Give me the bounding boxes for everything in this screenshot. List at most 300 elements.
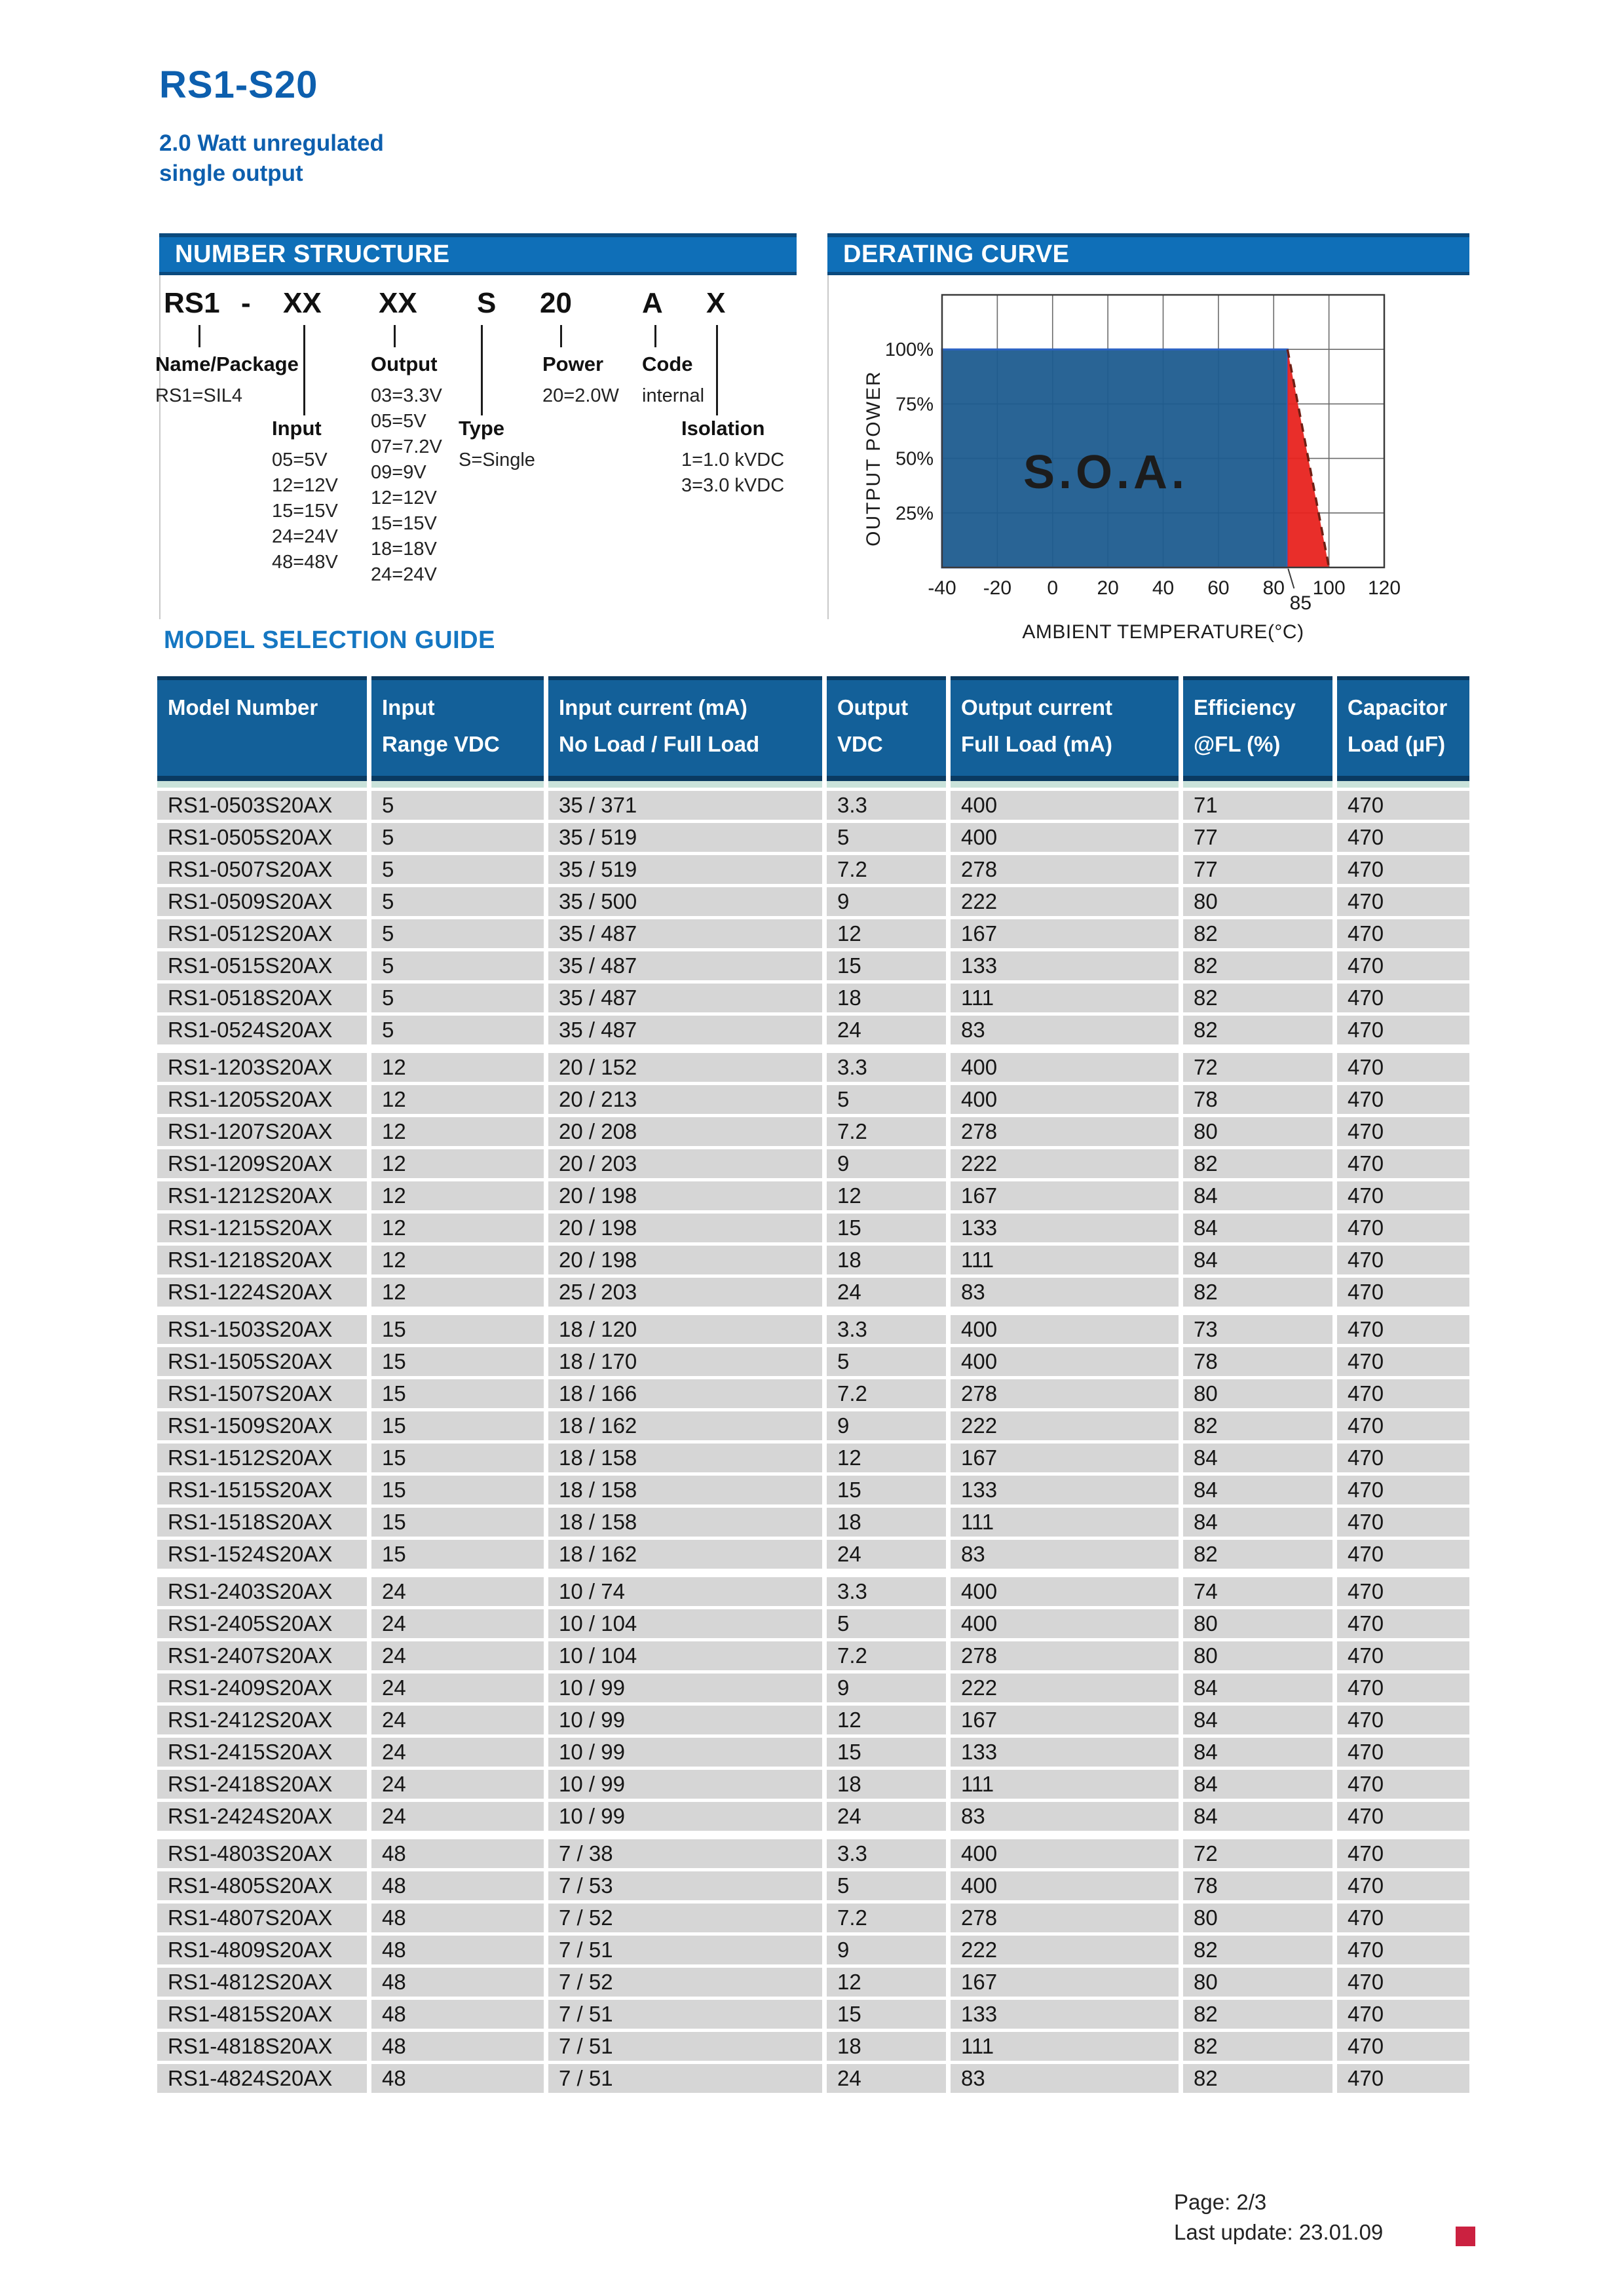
table-cell: 470 [1337, 1411, 1469, 1440]
model-number-cell: RS1-1203S20AX [157, 1053, 367, 1082]
table-cell: 80 [1183, 1117, 1332, 1146]
table-cell: 167 [951, 1444, 1179, 1472]
table-row [157, 1411, 1469, 1440]
table-cell: 35 / 487 [548, 984, 822, 1012]
table-row [157, 1770, 1469, 1799]
table-cell: 35 / 487 [548, 951, 822, 980]
table-cell: 18 / 158 [548, 1444, 822, 1472]
table-cell: 35 / 519 [548, 855, 822, 884]
table-cell: 48 [371, 1871, 544, 1900]
table-cell: 15 [371, 1476, 544, 1504]
table-cell: 82 [1183, 1149, 1332, 1178]
table-row [157, 2000, 1469, 2029]
y-tick-label: 25% [895, 503, 934, 524]
table-cell: 71 [1183, 791, 1332, 820]
table-cell: 82 [1183, 1540, 1332, 1569]
table-cell: 12 [827, 1181, 946, 1210]
table-row [157, 1149, 1469, 1178]
table-cell: 84 [1183, 1508, 1332, 1537]
table-row [157, 1379, 1469, 1408]
table-cell: 470 [1337, 1674, 1469, 1702]
model-number-cell: RS1-4824S20AX [157, 2064, 367, 2093]
table-cell: 35 / 487 [548, 919, 822, 948]
option-item: 24=24V [371, 564, 437, 585]
model-number-cell: RS1-0515S20AX [157, 951, 367, 980]
table-cell: 470 [1337, 1936, 1469, 1964]
table-cell: 35 / 371 [548, 791, 822, 820]
page-subtitle-line2: single output [159, 161, 303, 186]
table-row [157, 1577, 1469, 1606]
x-tick-label: 20 [1097, 577, 1119, 599]
table-cell: 7.2 [827, 1904, 946, 1932]
column-header: Output VDC [827, 676, 946, 781]
model-number-cell: RS1-1212S20AX [157, 1181, 367, 1210]
table-cell: 400 [951, 1085, 1179, 1114]
table-cell: 18 [827, 1508, 946, 1537]
model-number-cell: RS1-4809S20AX [157, 1936, 367, 1964]
table-body [157, 791, 1469, 2093]
structure-group-options [642, 383, 704, 409]
option-item: 18=18V [371, 539, 437, 560]
table-cell: 80 [1183, 1379, 1332, 1408]
x-tick-label: 60 [1207, 577, 1230, 599]
table-cell: 3.3 [827, 1053, 946, 1082]
table-cell: 111 [951, 1246, 1179, 1274]
table-cell: 48 [371, 2000, 544, 2029]
header-accent-cell [157, 781, 367, 788]
table-cell: 18 [827, 1246, 946, 1274]
table-cell: 133 [951, 1476, 1179, 1504]
table-cell: 470 [1337, 1246, 1469, 1274]
table-cell: 222 [951, 1411, 1179, 1440]
table-cell: 111 [951, 984, 1179, 1012]
table-cell: 83 [951, 2064, 1179, 2093]
model-number-cell: RS1-1503S20AX [157, 1315, 367, 1344]
table-cell: 15 [827, 1476, 946, 1504]
connector-line [303, 325, 305, 415]
table-row [157, 1904, 1469, 1932]
table-cell: 470 [1337, 1738, 1469, 1767]
table-cell: 48 [371, 1904, 544, 1932]
table-cell: 7 / 53 [548, 1871, 822, 1900]
table-cell: 78 [1183, 1085, 1332, 1114]
table-cell: 72 [1183, 1053, 1332, 1082]
option-item: 20=2.0W [542, 385, 619, 406]
x-tick-label: 40 [1152, 577, 1175, 599]
table-cell: 278 [951, 1117, 1179, 1146]
table-cell: 12 [371, 1278, 544, 1307]
table-row [157, 1278, 1469, 1307]
table-cell: 12 [371, 1053, 544, 1082]
table-cell: 12 [371, 1214, 544, 1242]
table-cell: 12 [371, 1181, 544, 1210]
option-item: 1=1.0 kVDC [681, 450, 785, 470]
part-number-token: S [477, 287, 497, 319]
table-row [157, 1839, 1469, 1868]
table-cell: 15 [371, 1444, 544, 1472]
table-cell: 73 [1183, 1315, 1332, 1344]
last-update: Last update: 23.01.09 [1174, 2220, 1384, 2244]
model-number-cell: RS1-2409S20AX [157, 1674, 367, 1702]
table-cell: 18 [827, 984, 946, 1012]
table-cell: 222 [951, 887, 1179, 916]
model-guide-title: MODEL SELECTION GUIDE [164, 626, 495, 654]
table-cell: 74 [1183, 1577, 1332, 1606]
table-cell: 7 / 38 [548, 1839, 822, 1868]
table-row [157, 887, 1469, 916]
table-cell: 5 [827, 823, 946, 852]
structure-group-label: Name/Package [155, 353, 299, 375]
option-item: 24=24V [272, 526, 338, 547]
table-cell: 82 [1183, 2032, 1332, 2061]
table-cell: 470 [1337, 855, 1469, 884]
table-cell: 7.2 [827, 1379, 946, 1408]
structure-group-label: Power [542, 353, 604, 375]
table-cell: 24 [371, 1802, 544, 1831]
page-subtitle [159, 128, 384, 189]
table-cell: 48 [371, 2032, 544, 2061]
model-selection-table [157, 676, 1469, 2093]
table-cell: 470 [1337, 1540, 1469, 1569]
table-row [157, 791, 1469, 820]
table-cell: 400 [951, 823, 1179, 852]
table-cell: 7.2 [827, 1641, 946, 1670]
table-cell: 18 / 162 [548, 1411, 822, 1440]
column-header: Efficiency @FL (%) [1183, 676, 1332, 781]
table-cell: 400 [951, 791, 1179, 820]
structure-group-input [272, 417, 338, 575]
table-row [157, 1085, 1469, 1114]
table-cell: 133 [951, 1214, 1179, 1242]
table-cell: 470 [1337, 919, 1469, 948]
model-number-cell: RS1-4807S20AX [157, 1904, 367, 1932]
table-cell: 15 [371, 1315, 544, 1344]
model-number-cell: RS1-2424S20AX [157, 1802, 367, 1831]
table-cell: 20 / 208 [548, 1117, 822, 1146]
table-cell: 82 [1183, 1278, 1332, 1307]
table-cell: 83 [951, 1540, 1179, 1569]
table-cell: 470 [1337, 791, 1469, 820]
table-cell: 15 [371, 1540, 544, 1569]
table-row [157, 1968, 1469, 1997]
model-number-cell: RS1-1209S20AX [157, 1149, 367, 1178]
table-cell: 7 / 51 [548, 2032, 822, 2061]
section-header-number-structure-label: NUMBER STRUCTURE [175, 240, 450, 268]
option-item: 12=12V [371, 488, 437, 508]
model-number-cell: RS1-0518S20AX [157, 984, 367, 1012]
table-cell: 48 [371, 1936, 544, 1964]
table-cell: 12 [371, 1246, 544, 1274]
model-number-cell: RS1-1507S20AX [157, 1379, 367, 1408]
column-header: Capacitor Load (µF) [1337, 676, 1469, 781]
table-cell: 35 / 487 [548, 1016, 822, 1044]
table-cell: 470 [1337, 1770, 1469, 1799]
header-accent-cell [548, 781, 822, 788]
table-cell: 400 [951, 1577, 1179, 1606]
table-cell: 12 [371, 1085, 544, 1114]
model-number-cell: RS1-4805S20AX [157, 1871, 367, 1900]
table-cell: 470 [1337, 1968, 1469, 1997]
table-row [157, 1871, 1469, 1900]
table-row [157, 1706, 1469, 1734]
knee-tick-line [1288, 569, 1294, 588]
table-cell: 20 / 198 [548, 1181, 822, 1210]
model-number-cell: RS1-2418S20AX [157, 1770, 367, 1799]
table-cell: 20 / 198 [548, 1214, 822, 1242]
table-cell: 470 [1337, 2032, 1469, 2061]
column-header: Output current Full Load (mA) [951, 676, 1179, 781]
table-cell: 7.2 [827, 1117, 946, 1146]
table-cell: 111 [951, 1770, 1179, 1799]
table-cell: 48 [371, 1968, 544, 1997]
table-row [157, 1674, 1469, 1702]
table-cell: 15 [827, 2000, 946, 2029]
table-row [157, 1444, 1469, 1472]
table-cell: 7 / 52 [548, 1904, 822, 1932]
table-cell: 470 [1337, 1641, 1469, 1670]
table-row [157, 1214, 1469, 1242]
table-row [157, 1936, 1469, 1964]
table-cell: 470 [1337, 1802, 1469, 1831]
table-cell: 24 [827, 2064, 946, 2093]
table-cell: 24 [371, 1609, 544, 1638]
page-number: Page: 2/3 [1174, 2190, 1267, 2214]
option-item: 48=48V [272, 552, 338, 573]
table-cell: 84 [1183, 1476, 1332, 1504]
table-row [157, 2064, 1469, 2093]
table-cell: 5 [371, 855, 544, 884]
model-number-cell: RS1-1509S20AX [157, 1411, 367, 1440]
table-cell: 5 [371, 984, 544, 1012]
model-number-cell: RS1-2403S20AX [157, 1577, 367, 1606]
table-cell: 35 / 519 [548, 823, 822, 852]
table-cell: 78 [1183, 1871, 1332, 1900]
table-cell: 470 [1337, 1117, 1469, 1146]
table-row [157, 919, 1469, 948]
part-number-token: A [642, 287, 663, 319]
model-number-cell: RS1-1515S20AX [157, 1476, 367, 1504]
table-cell: 470 [1337, 1053, 1469, 1082]
table-cell: 222 [951, 1674, 1179, 1702]
table-cell: 80 [1183, 1609, 1332, 1638]
table-cell: 470 [1337, 951, 1469, 980]
table-cell: 3.3 [827, 1839, 946, 1868]
option-item: S=Single [459, 450, 535, 470]
table-cell: 20 / 152 [548, 1053, 822, 1082]
structure-group-options [542, 383, 619, 409]
table-cell: 7 / 51 [548, 1936, 822, 1964]
table-cell: 5 [371, 919, 544, 948]
table-cell: 470 [1337, 2064, 1469, 2093]
x-tick-label: 100 [1312, 577, 1346, 599]
table-cell: 83 [951, 1802, 1179, 1831]
table-row [157, 2032, 1469, 2061]
option-item: 15=15V [371, 513, 437, 534]
table-cell: 133 [951, 1738, 1179, 1767]
table-cell: 78 [1183, 1347, 1332, 1376]
model-number-cell: RS1-0512S20AX [157, 919, 367, 948]
table-cell: 10 / 104 [548, 1609, 822, 1638]
structure-group-options [155, 383, 299, 409]
header-accent-cell [371, 781, 544, 788]
structure-group-options [459, 448, 535, 473]
structure-group-output [371, 353, 442, 588]
table-cell: 12 [827, 919, 946, 948]
x-tick-label: 120 [1367, 577, 1401, 599]
table-cell: 84 [1183, 1444, 1332, 1472]
model-number-cell: RS1-0505S20AX [157, 823, 367, 852]
table-row [157, 1347, 1469, 1376]
x-tick-label: -40 [928, 577, 956, 599]
table-cell: 133 [951, 2000, 1179, 2029]
table-cell: 9 [827, 1411, 946, 1440]
table-cell: 82 [1183, 2000, 1332, 2029]
table-cell: 82 [1183, 951, 1332, 980]
table-cell: 15 [371, 1379, 544, 1408]
header-accent-cell [951, 781, 1179, 788]
x-tick-label: -20 [983, 577, 1012, 599]
model-number-cell: RS1-2415S20AX [157, 1738, 367, 1767]
column-header: Input current (mA) No Load / Full Load [548, 676, 822, 781]
model-number-cell: RS1-1205S20AX [157, 1085, 367, 1114]
structure-group-code [642, 353, 704, 409]
model-number-cell: RS1-0524S20AX [157, 1016, 367, 1044]
table-cell: 84 [1183, 1214, 1332, 1242]
table-row [157, 1609, 1469, 1638]
table-cell: 470 [1337, 1315, 1469, 1344]
table-cell: 470 [1337, 1609, 1469, 1638]
table-cell: 278 [951, 1379, 1179, 1408]
table-cell: 470 [1337, 2000, 1469, 2029]
table-cell: 84 [1183, 1181, 1332, 1210]
structure-group-label: Input [272, 417, 322, 440]
table-cell: 83 [951, 1016, 1179, 1044]
table-cell: 18 / 162 [548, 1540, 822, 1569]
table-cell: 80 [1183, 1968, 1332, 1997]
table-cell: 470 [1337, 887, 1469, 916]
model-number-cell: RS1-1224S20AX [157, 1278, 367, 1307]
table-cell: 3.3 [827, 791, 946, 820]
table-cell: 82 [1183, 2064, 1332, 2093]
table-cell: 18 / 170 [548, 1347, 822, 1376]
table-cell: 3.3 [827, 1577, 946, 1606]
table-cell: 9 [827, 1936, 946, 1964]
connector-line [560, 325, 562, 347]
table-cell: 84 [1183, 1770, 1332, 1799]
table-row [157, 1508, 1469, 1537]
table-cell: 470 [1337, 823, 1469, 852]
table-row [157, 1181, 1469, 1210]
x-tick-label: 0 [1047, 577, 1059, 599]
part-number-token: X [706, 287, 726, 319]
part-number-token: RS1 [164, 287, 220, 319]
table-cell: 5 [371, 887, 544, 916]
table-cell: 470 [1337, 1379, 1469, 1408]
table-cell: 48 [371, 2064, 544, 2093]
table-cell: 12 [827, 1706, 946, 1734]
model-number-cell: RS1-1524S20AX [157, 1540, 367, 1569]
structure-group-label: Output [371, 353, 438, 375]
table-cell: 470 [1337, 1577, 1469, 1606]
soa-annotation: S.O.A. [1023, 446, 1189, 499]
header-accent-cell [1183, 781, 1332, 788]
y-axis-title: OUTPUT POWER [863, 370, 884, 546]
table-row [157, 1053, 1469, 1082]
option-item: 03=3.3V [371, 385, 442, 406]
model-number-cell: RS1-0509S20AX [157, 887, 367, 916]
structure-group-label: Isolation [681, 417, 765, 440]
table-cell: 111 [951, 1508, 1179, 1537]
table-cell: 470 [1337, 984, 1469, 1012]
option-item: internal [642, 385, 705, 406]
table-row [157, 1476, 1469, 1504]
structure-group-isolation [681, 417, 784, 499]
table-cell: 222 [951, 1149, 1179, 1178]
table-cell: 5 [371, 791, 544, 820]
table-cell: 72 [1183, 1839, 1332, 1868]
footer-brand-square [1456, 2227, 1475, 2246]
model-number-cell: RS1-4803S20AX [157, 1839, 367, 1868]
table-cell: 5 [371, 823, 544, 852]
table-cell: 18 / 158 [548, 1508, 822, 1537]
table-cell: 10 / 99 [548, 1674, 822, 1702]
option-item: 09=9V [371, 462, 426, 483]
model-number-cell: RS1-4818S20AX [157, 2032, 367, 2061]
table-cell: 80 [1183, 1641, 1332, 1670]
table-cell: 3.3 [827, 1315, 946, 1344]
model-number-cell: RS1-2405S20AX [157, 1609, 367, 1638]
table-cell: 35 / 500 [548, 887, 822, 916]
option-item: 05=5V [371, 411, 426, 432]
part-number-token: 20 [540, 287, 572, 319]
model-number-cell: RS1-1218S20AX [157, 1246, 367, 1274]
table-cell: 24 [827, 1278, 946, 1307]
table-cell: 9 [827, 1674, 946, 1702]
option-item: 3=3.0 kVDC [681, 475, 785, 496]
table-cell: 18 [827, 2032, 946, 2061]
table-cell: 278 [951, 855, 1179, 884]
table-cell: 15 [827, 1738, 946, 1767]
table-cell: 400 [951, 1609, 1179, 1638]
y-tick-label: 50% [895, 448, 934, 470]
table-cell: 7 / 51 [548, 2000, 822, 2029]
table-cell: 20 / 213 [548, 1085, 822, 1114]
model-number-cell: RS1-0507S20AX [157, 855, 367, 884]
table-cell: 10 / 74 [548, 1577, 822, 1606]
connector-line [716, 325, 718, 415]
structure-group-options [272, 448, 338, 575]
page-footer [1174, 2187, 1383, 2248]
table-cell: 24 [371, 1738, 544, 1767]
table-row [157, 1246, 1469, 1274]
y-tick-label: 100% [884, 339, 934, 361]
table-cell: 278 [951, 1641, 1179, 1670]
table-cell: 400 [951, 1839, 1179, 1868]
table-cell: 470 [1337, 1476, 1469, 1504]
table-cell: 278 [951, 1904, 1179, 1932]
y-tick-label: 75% [895, 394, 934, 415]
table-cell: 400 [951, 1871, 1179, 1900]
table-row [157, 855, 1469, 884]
table-cell: 7 / 51 [548, 2064, 822, 2093]
table-cell: 18 / 158 [548, 1476, 822, 1504]
number-structure-panel-border [159, 275, 161, 619]
structure-group-name-package [155, 353, 299, 409]
table-cell: 470 [1337, 1444, 1469, 1472]
table-cell: 12 [827, 1968, 946, 1997]
table-cell: 15 [371, 1347, 544, 1376]
table-row [157, 823, 1469, 852]
